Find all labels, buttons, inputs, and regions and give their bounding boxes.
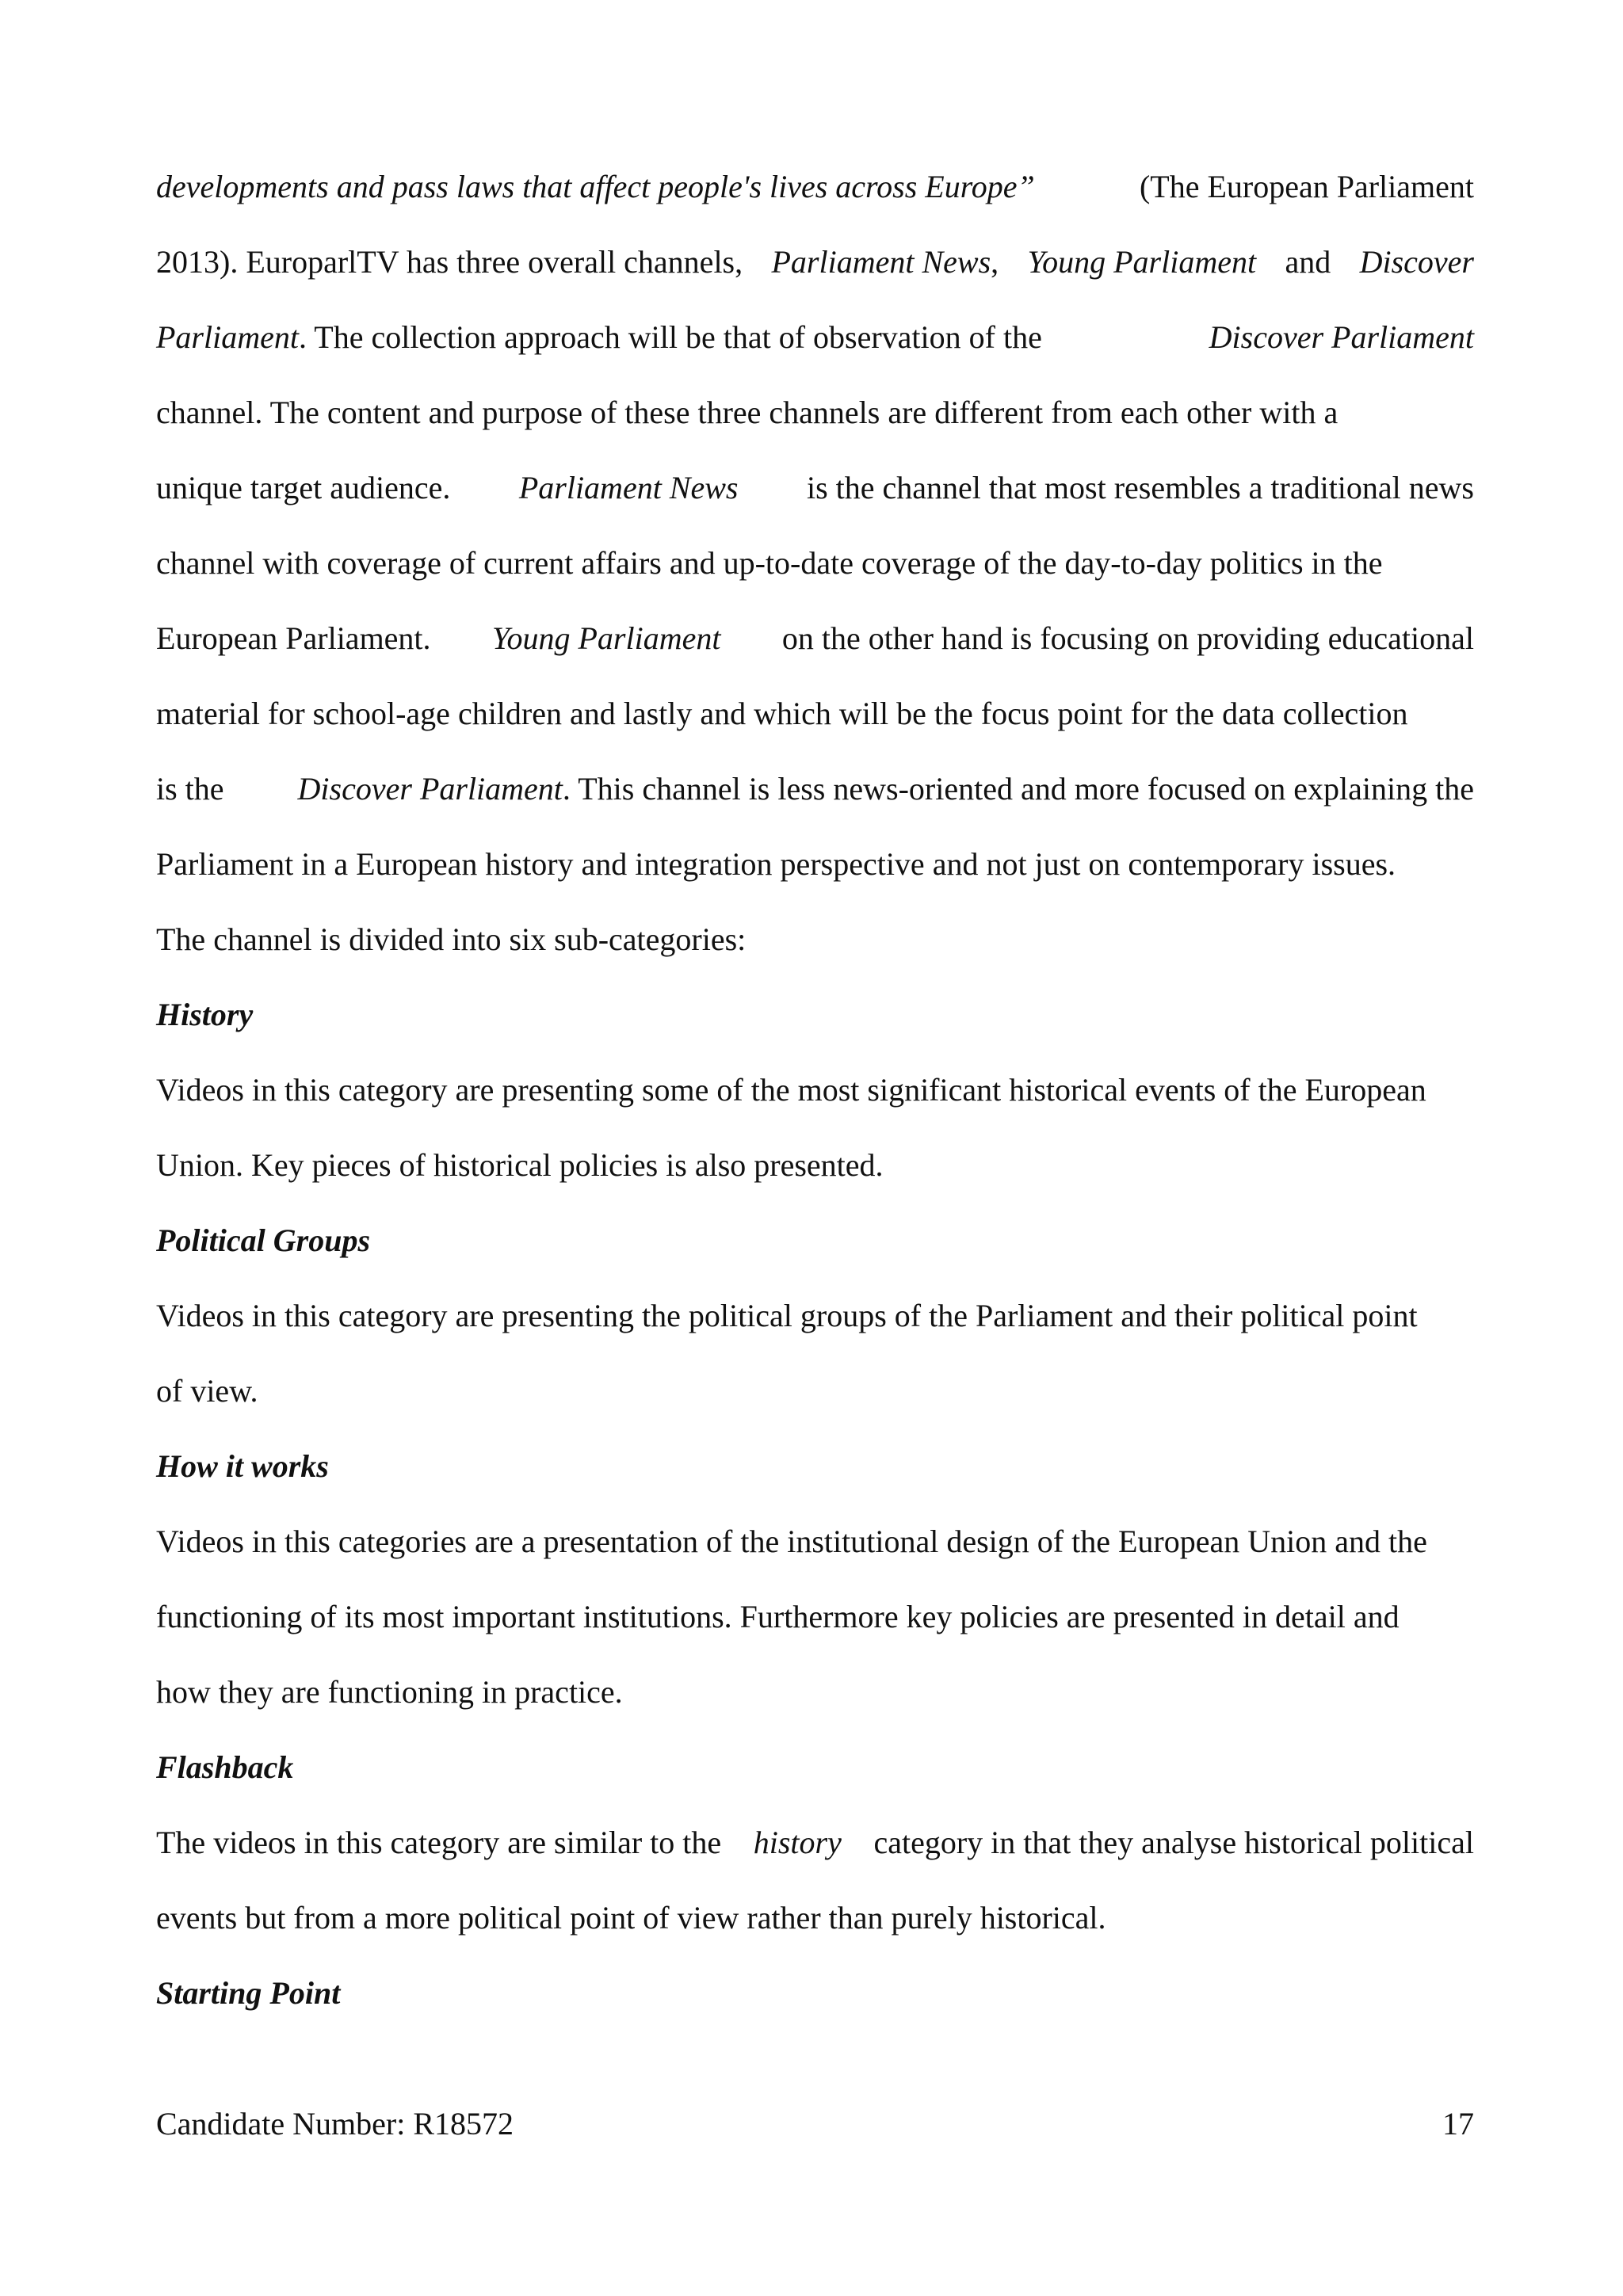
citation-text: (The European Parliament (1139, 169, 1474, 204)
channel-name: Parliament News (518, 470, 739, 505)
text-span: The videos in this category are similar to the (156, 1825, 722, 1860)
text-span: is the (156, 771, 224, 807)
text-span: unique target audience. (156, 470, 451, 505)
channel-name: Discover Parliament (1209, 319, 1474, 355)
text-span: Union. Key pieces of historical policies is also presented. (156, 1147, 884, 1183)
text-span: is the channel that most resembles a traditional news (807, 470, 1474, 505)
text-span: The channel is divided into six sub-categories: (156, 921, 747, 957)
quote-text: developments and pass laws that affect people's lives across Europe” (156, 169, 1035, 204)
section-heading-how-it-works: How it works (156, 1448, 329, 1484)
text-span: , (991, 244, 999, 280)
text-line (156, 1654, 1474, 1730)
emphasis-text: history (753, 1825, 842, 1860)
text-span: European Parliament. (156, 620, 431, 656)
text-span: Videos in this categories are a presentation of the institutional design of the European Union and the (156, 1524, 1427, 1559)
text-line (156, 525, 1474, 601)
text-line (156, 375, 1474, 450)
text-line (156, 450, 1474, 525)
text-line (156, 1278, 1474, 1353)
text-line (156, 1353, 1474, 1428)
text-line (156, 1579, 1474, 1654)
text-line (156, 676, 1474, 751)
channel-name: Parliament News (771, 244, 991, 280)
text-span: . This channel is less news-oriented and more focused on explaining the (562, 771, 1474, 807)
page-number: 17 (1442, 2106, 1474, 2142)
channel-name: Young Parliament (1027, 244, 1257, 280)
channel-name: Young Parliament (491, 620, 721, 656)
candidate-number: Candidate Number: R18572 (156, 2106, 514, 2142)
channel-name: Parliament (156, 319, 299, 355)
text-line (156, 224, 1474, 299)
text-span: and (1285, 244, 1331, 280)
text-span: material for school-age children and lastly and which will be the focus point for the data collection (156, 696, 1408, 731)
text-line (156, 1805, 1474, 1880)
channel-name: Discover Parliament (297, 771, 563, 807)
text-span: events but from a more political point of view rather than purely historical. (156, 1900, 1106, 1936)
text-span: Videos in this category are presenting some of the most significant historical events of the European (156, 1072, 1426, 1108)
text-span: channel with coverage of current affairs and up-to-date coverage of the day-to-day politics in the (156, 545, 1383, 581)
text-line (156, 1052, 1474, 1127)
text-span: Videos in this category are presenting the political groups of the Parliament and their political point (156, 1298, 1418, 1333)
document-body (156, 149, 1474, 2031)
text-span: channel. The content and purpose of these three channels are different from each other with a (156, 395, 1338, 430)
text-span: Parliament in a European history and integration perspective and not just on contemporary issues. (156, 846, 1396, 882)
text-line (156, 299, 1474, 375)
text-line (156, 751, 1474, 826)
text-span: of view. (156, 1373, 258, 1409)
text-span: . The collection approach will be that of observation of the (298, 319, 1042, 355)
text-span: category in that they analyse historical political (873, 1825, 1474, 1860)
text-span: functioning of its most important institutions. Furthermore key policies are presented in detail and (156, 1599, 1400, 1634)
text-line (156, 1880, 1474, 1955)
section-heading-history: History (156, 997, 254, 1032)
page-footer (156, 2100, 1474, 2148)
text-line (156, 826, 1474, 902)
text-line (156, 149, 1474, 224)
channel-name: Discover (1359, 244, 1474, 280)
text-span: how they are functioning in practice. (156, 1674, 623, 1710)
text-line (156, 1127, 1474, 1203)
section-heading-flashback: Flashback (156, 1749, 294, 1785)
text-line (156, 902, 1474, 977)
text-span: 2013). EuroparlTV has three overall channels, (156, 244, 743, 280)
text-line (156, 1504, 1474, 1579)
text-line (156, 601, 1474, 676)
section-heading-political-groups: Political Groups (156, 1222, 371, 1258)
section-heading-starting-point: Starting Point (156, 1975, 341, 2011)
text-span: on the other hand is focusing on providing educational (781, 620, 1474, 656)
